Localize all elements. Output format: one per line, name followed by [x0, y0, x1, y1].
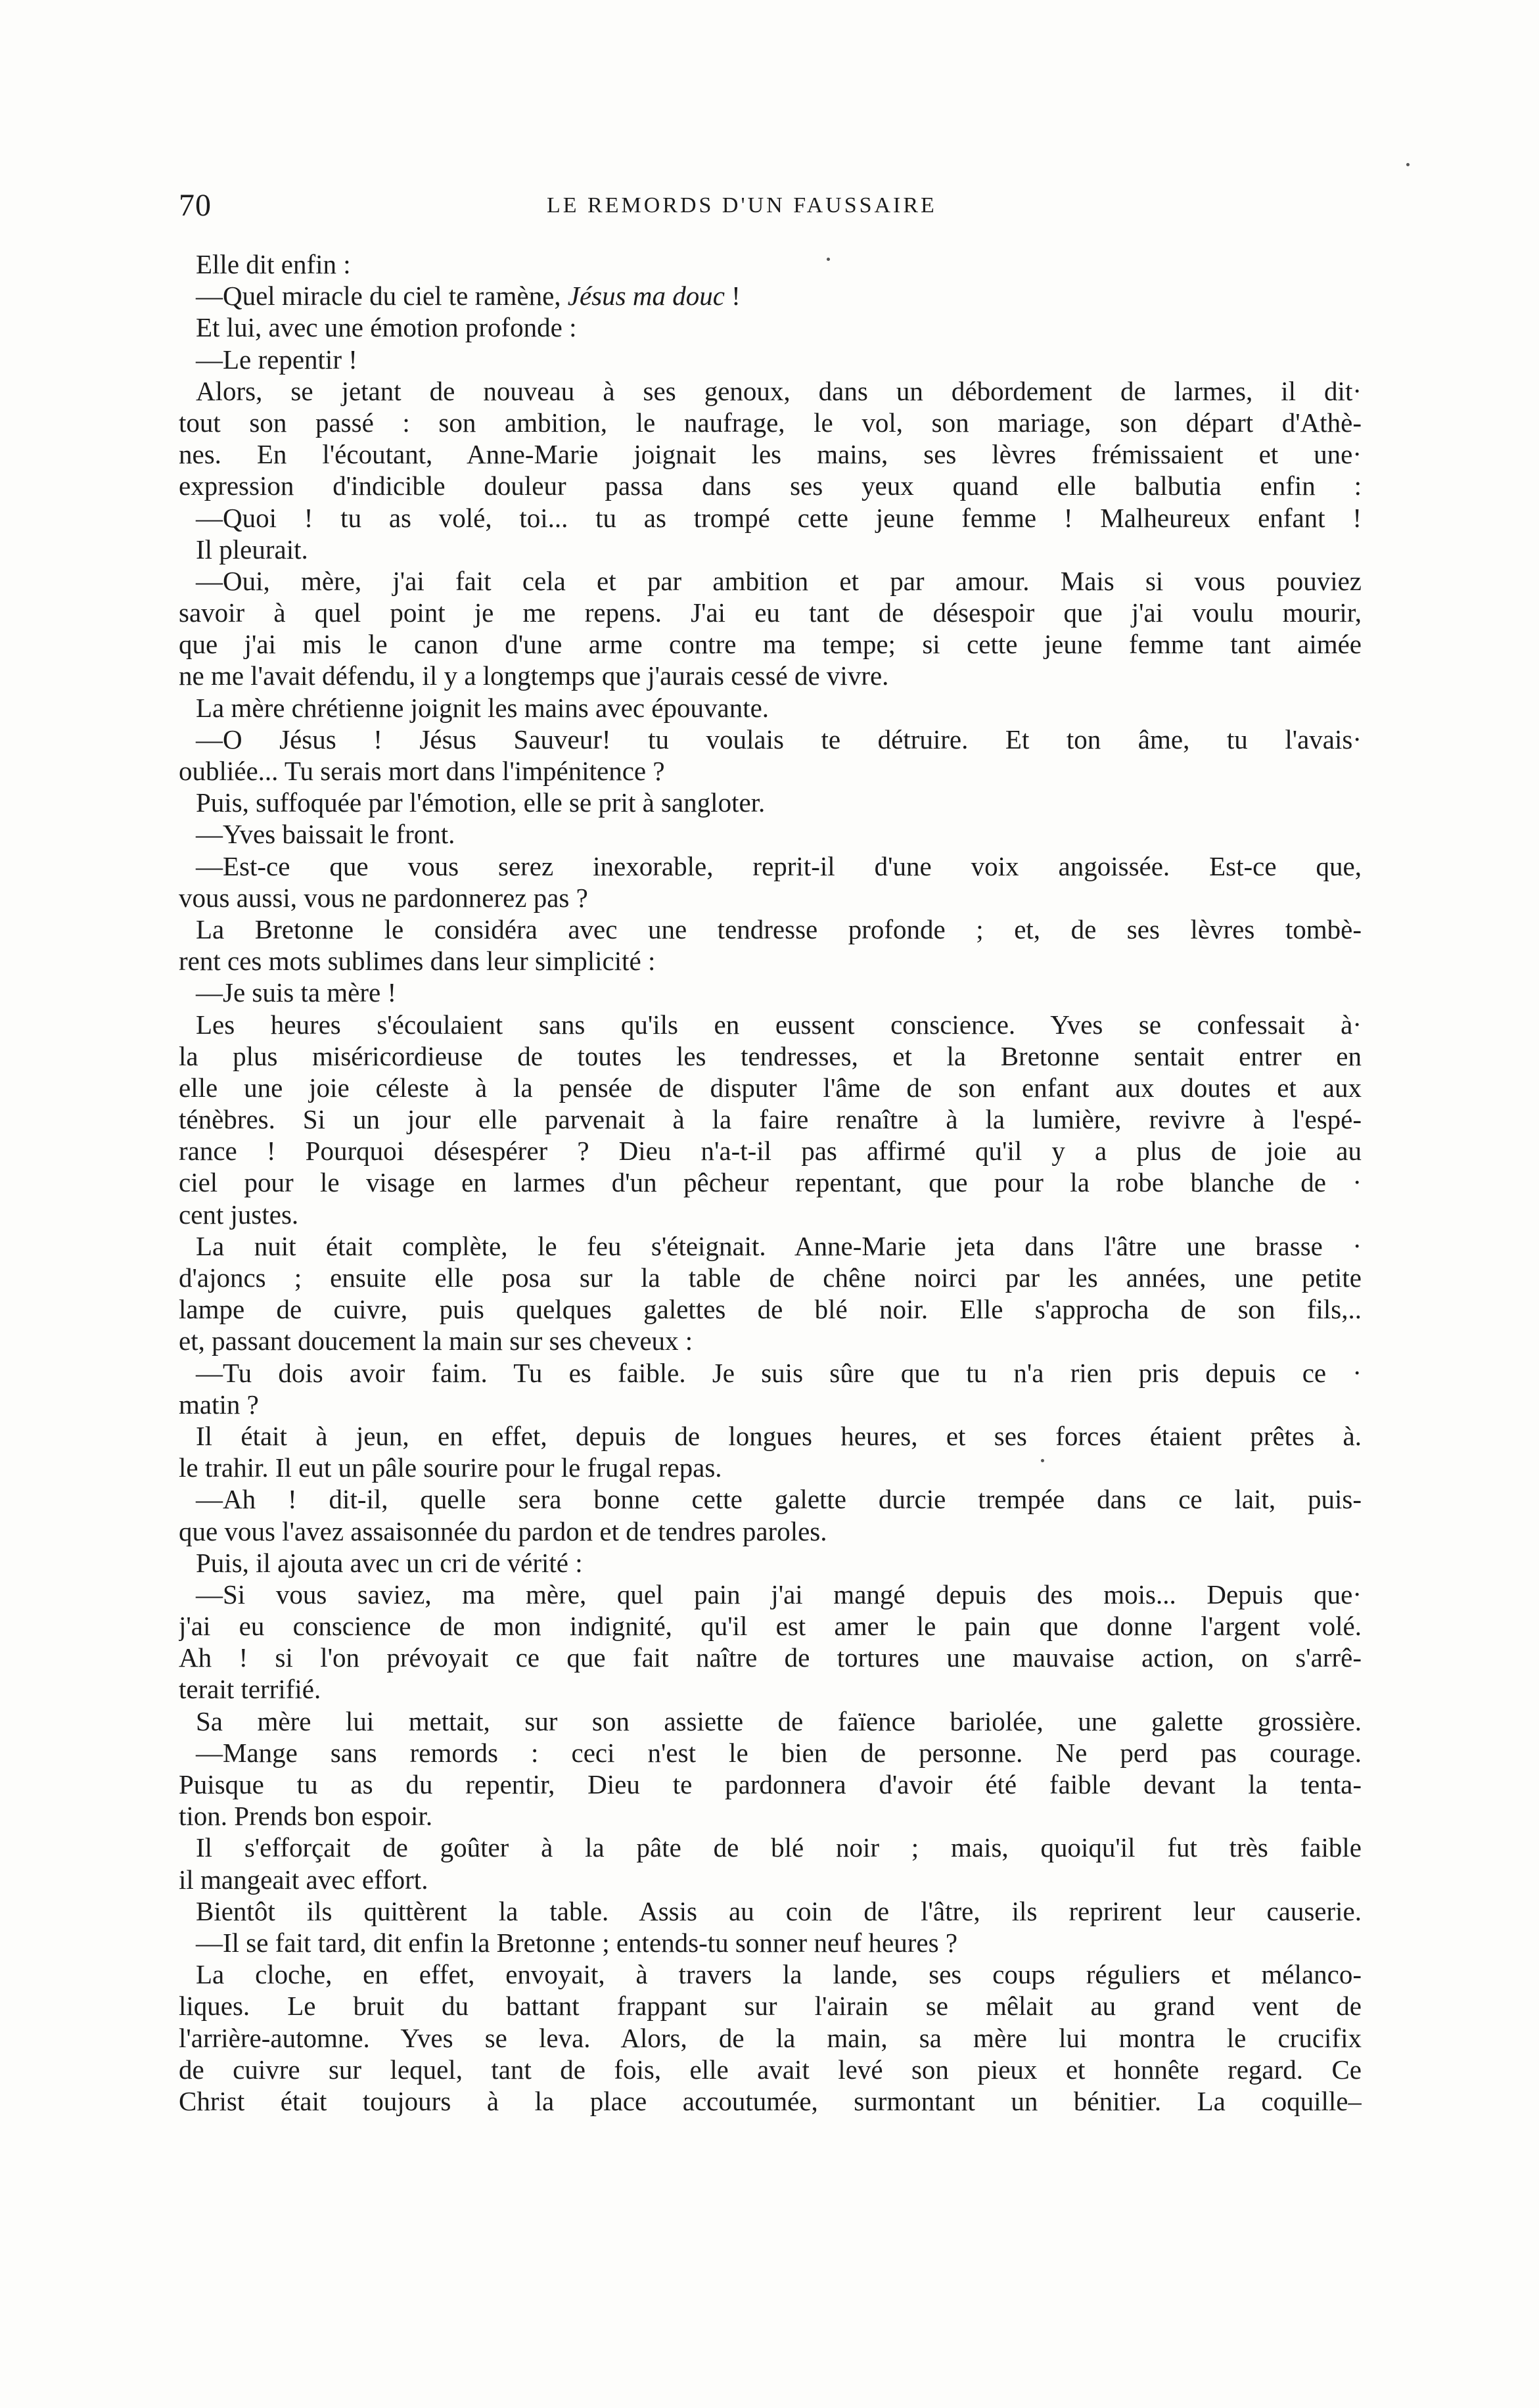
text-line: cent justes. — [179, 1199, 299, 1230]
text-line: il mangeait avec effort. — [179, 1864, 428, 1895]
text-line: vous aussi, vous ne pardonnerez pas ? — [179, 882, 588, 913]
text-line: de cuivre sur lequel, tant de fois, elle avait levé son pieux et honnête regard. Ce — [179, 2054, 1362, 2085]
text-line: Ah ! si l'on prévoyait ce que fait naître de tortures une mauvaise action, on s'arrê- — [179, 1642, 1362, 1673]
text-line: liques. Le bruit du battant frappant sur l'airain se mêlait au grand vent de — [179, 1991, 1362, 2022]
text-line: Les heures s'écoulaient sans qu'ils en eussent conscience. Yves se confessait à· — [196, 1009, 1362, 1040]
text-line: —Quel miracle du ciel te ramène, Jésus ma douc ! — [196, 281, 741, 312]
text-line: oubliée... Tu serais mort dans l'impénitence ? — [179, 756, 665, 786]
text-line: La cloche, en effet, envoyait, à travers la lande, ses coups réguliers et mélanco- — [196, 1959, 1362, 1990]
text-line: Christ était toujours à la place accoutumée, surmontant un bénitier. La coquille– — [179, 2085, 1362, 2116]
text-line: ténèbres. Si un jour elle parvenait à la faire renaître à la lumière, revivre à l'espé- — [179, 1104, 1362, 1135]
text-line: Et lui, avec une émotion profonde : — [196, 312, 577, 343]
text-line: ne me l'avait défendu, il y a longtemps que j'aurais cessé de vivre. — [179, 660, 889, 691]
text-line: nes. En l'écoutant, Anne-Marie joignait les mains, ses lèvres frémissaient et une· — [179, 439, 1362, 470]
text-line: —O Jésus ! Jésus Sauveur! tu voulais te détruire. Et ton âme, tu l'avais· — [196, 724, 1362, 754]
text-line: —Tu dois avoir faim. Tu es faible. Je suis sûre que tu n'a rien pris depuis ce · — [196, 1357, 1362, 1388]
text-line: Il pleurait. — [196, 534, 308, 565]
text-line: expression d'indicible douleur passa dans ses yeux quand elle balbutia enfin : — [179, 471, 1362, 501]
text-line: Elle dit enfin : — [196, 249, 351, 279]
text-line: Il était à jeun, en effet, depuis de longues heures, et ses forces étaient prêtes à. — [196, 1420, 1362, 1451]
print-speck — [1406, 163, 1410, 166]
text-line: —Ah ! dit-il, quelle sera bonne cette galette durcie trempée dans ce lait, puis- — [196, 1484, 1362, 1515]
text-line: l'arrière-automne. Yves se leva. Alors, de la main, sa mère lui montra le crucifix — [179, 2022, 1362, 2053]
text-line: et, passant doucement la main sur ses cheveux : — [179, 1326, 693, 1356]
text-line: Puis, suffoquée par l'émotion, elle se prit à sangloter. — [196, 787, 766, 818]
text-line: elle une joie céleste à la pensée de disputer l'âme de son enfant aux doutes et aux — [179, 1072, 1362, 1103]
page-header — [179, 183, 1362, 229]
text-line: —Le repentir ! — [196, 344, 357, 375]
text-line: —Oui, mère, j'ai fait cela et par ambition et par amour. Mais si vous pouviez — [196, 565, 1362, 596]
page-number: 70 — [179, 188, 212, 223]
text-line: —Mange sans remords : ceci n'est le bien de personne. Ne perd pas courage. — [196, 1737, 1362, 1768]
text-line: La Bretonne le considéra avec une tendresse profonde ; et, de ses lèvres tombè- — [196, 914, 1362, 944]
text-line: —Quoi ! tu as volé, toi... tu as trompé cette jeune femme ! Malheureux enfant ! — [196, 502, 1362, 533]
body-text — [179, 248, 1362, 2117]
text-line: —Yves baissait le front. — [196, 819, 455, 850]
text-line: Il s'efforçait de goûter à la pâte de blé noir ; mais, quoiqu'il fut très faible — [196, 1832, 1362, 1863]
text-line: que j'ai mis le canon d'une arme contre ma tempe; si cette jeune femme tant aimée — [179, 629, 1362, 660]
text-line: rent ces mots sublimes dans leur simplicité : — [179, 946, 656, 977]
text-line: —Je suis ta mère ! — [196, 977, 397, 1008]
text-line: ciel pour le visage en larmes d'un pêcheur repentant, que pour la robe blanche de · — [179, 1167, 1362, 1198]
text-line: Sa mère lui mettait, sur son assiette de faïence bariolée, une galette grossière. — [196, 1705, 1362, 1736]
running-title: LE REMORDS D'UN FAUSSAIRE — [547, 193, 937, 218]
text-line: Puis, il ajouta avec un cri de vérité : — [196, 1547, 583, 1578]
text-line: j'ai eu conscience de mon indignité, qu'il est amer le pain que donne l'argent volé. — [179, 1611, 1362, 1642]
text-line: Alors, se jetant de nouveau à ses genoux, dans un débordement de larmes, il dit· — [196, 375, 1362, 406]
text-line: La mère chrétienne joignit les mains avec épouvante. — [196, 692, 770, 723]
text-line: le trahir. Il eut un pâle sourire pour le frugal repas. — [179, 1452, 722, 1483]
text-line: matin ? — [179, 1389, 259, 1420]
text-line: savoir à quel point je me repens. J'ai eu tant de désespoir que j'ai voulu mourir, — [179, 597, 1362, 628]
text-line: tion. Prends bon espoir. — [179, 1801, 433, 1832]
text-line: la plus miséricordieuse de toutes les tendresses, et la Bretonne sentait entrer en — [179, 1040, 1362, 1071]
text-line: d'ajoncs ; ensuite elle posa sur la table de chêne noirci par les années, une petite — [179, 1262, 1362, 1293]
text-line: lampe de cuivre, puis quelques galettes de blé noir. Elle s'approcha de son fils,.. — [179, 1294, 1362, 1325]
text-line: rance ! Pourquoi désespérer ? Dieu n'a-t-il pas affirmé qu'il y a plus de joie au — [179, 1136, 1362, 1167]
text-line: Bientôt ils quittèrent la table. Assis au coin de l'âtre, ils reprirent leur causerie. — [196, 1895, 1362, 1926]
text-line: que vous l'avez assaisonnée du pardon et de tendres paroles. — [179, 1516, 827, 1546]
print-speck — [827, 258, 830, 261]
text-line: La nuit était complète, le feu s'éteignait. Anne-Marie jeta dans l'âtre une brasse · — [196, 1230, 1362, 1261]
text-line: —Il se fait tard, dit enfin la Bretonne ; entends-tu sonner neuf heures ? — [196, 1927, 958, 1958]
text-line: —Si vous saviez, ma mère, quel pain j'ai mangé depuis des mois... Depuis que· — [196, 1579, 1362, 1609]
text-line: —Est-ce que vous serez inexorable, reprit-il d'une voix angoissée. Est-ce que, — [196, 850, 1362, 881]
print-speck — [1041, 1459, 1044, 1462]
text-line: Puisque tu as du repentir, Dieu te pardonnera d'avoir été faible devant la tenta- — [179, 1769, 1362, 1799]
text-line: terait terrifié. — [179, 1674, 321, 1705]
text-line: tout son passé : son ambition, le naufrage, le vol, son mariage, son départ d'Athè- — [179, 407, 1362, 438]
